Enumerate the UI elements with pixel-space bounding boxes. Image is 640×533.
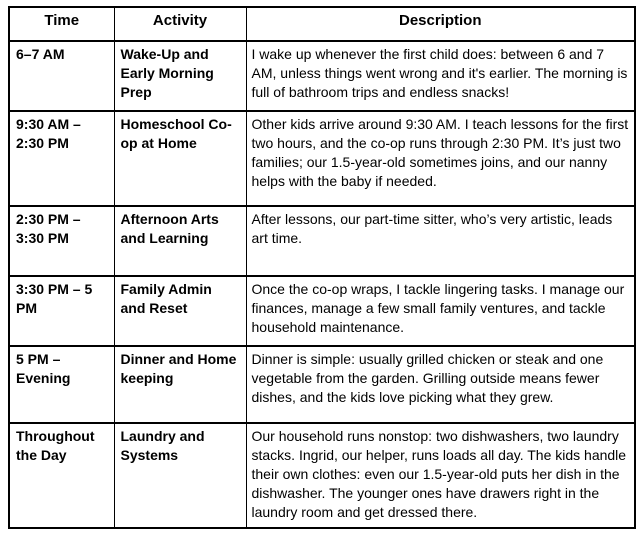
activity-cell: Homeschool Co-op at Home bbox=[114, 111, 246, 206]
time-cell: 9:30 AM – 2:30 PM bbox=[9, 111, 114, 206]
description-cell: Other kids arrive around 9:30 AM. I teach lessons for the first two hours, and the co-op runs through 2:30 PM. It’s just two families; our 1.5-year-old sometimes joins, and our nanny helps with the baby if needed. bbox=[246, 111, 635, 206]
table-row bbox=[9, 41, 635, 111]
description-cell: I wake up whenever the first child does: between 6 and 7 AM, unless things went wrong and it's earlier. The morning is full of bathroom trips and endless snacks! bbox=[246, 41, 635, 111]
description-cell: Dinner is simple: usually grilled chicken or steak and one vegetable from the garden. Grilling outside means fewer dishes, and the kids love picking what they grew. bbox=[246, 346, 635, 423]
activity-cell: Family Admin and Reset bbox=[114, 276, 246, 346]
description-cell: Our household runs nonstop: two dishwashers, two laundry stacks. Ingrid, our helper, runs loads all day. The kids handle their own clothes: even our 1.5-year-old puts her dish in the dishwasher. The younger ones have drawers right in the laundry room and get dressed there. bbox=[246, 423, 635, 528]
description-cell: After lessons, our part-time sitter, who’s very artistic, leads art time. bbox=[246, 206, 635, 276]
daily-schedule-table bbox=[8, 6, 636, 529]
activity-cell: Dinner and Home keeping bbox=[114, 346, 246, 423]
time-cell: 6–7 AM bbox=[9, 41, 114, 111]
column-header-time: Time bbox=[9, 7, 114, 41]
table-row bbox=[9, 423, 635, 528]
time-cell: 2:30 PM – 3:30 PM bbox=[9, 206, 114, 276]
time-cell: 3:30 PM – 5 PM bbox=[9, 276, 114, 346]
activity-cell: Afternoon Arts and Learning bbox=[114, 206, 246, 276]
header-row bbox=[9, 7, 635, 41]
activity-cell: Wake-Up and Early Morning Prep bbox=[114, 41, 246, 111]
table-row bbox=[9, 206, 635, 276]
column-header-description: Description bbox=[246, 7, 635, 41]
time-cell: Throughout the Day bbox=[9, 423, 114, 528]
time-cell: 5 PM – Evening bbox=[9, 346, 114, 423]
table-row bbox=[9, 111, 635, 206]
column-header-activity: Activity bbox=[114, 7, 246, 41]
table-row bbox=[9, 276, 635, 346]
activity-cell: Laundry and Systems bbox=[114, 423, 246, 528]
table-row bbox=[9, 346, 635, 423]
description-cell: Once the co-op wraps, I tackle lingering tasks. I manage our finances, manage a few small family ventures, and tackle household maintenance. bbox=[246, 276, 635, 346]
